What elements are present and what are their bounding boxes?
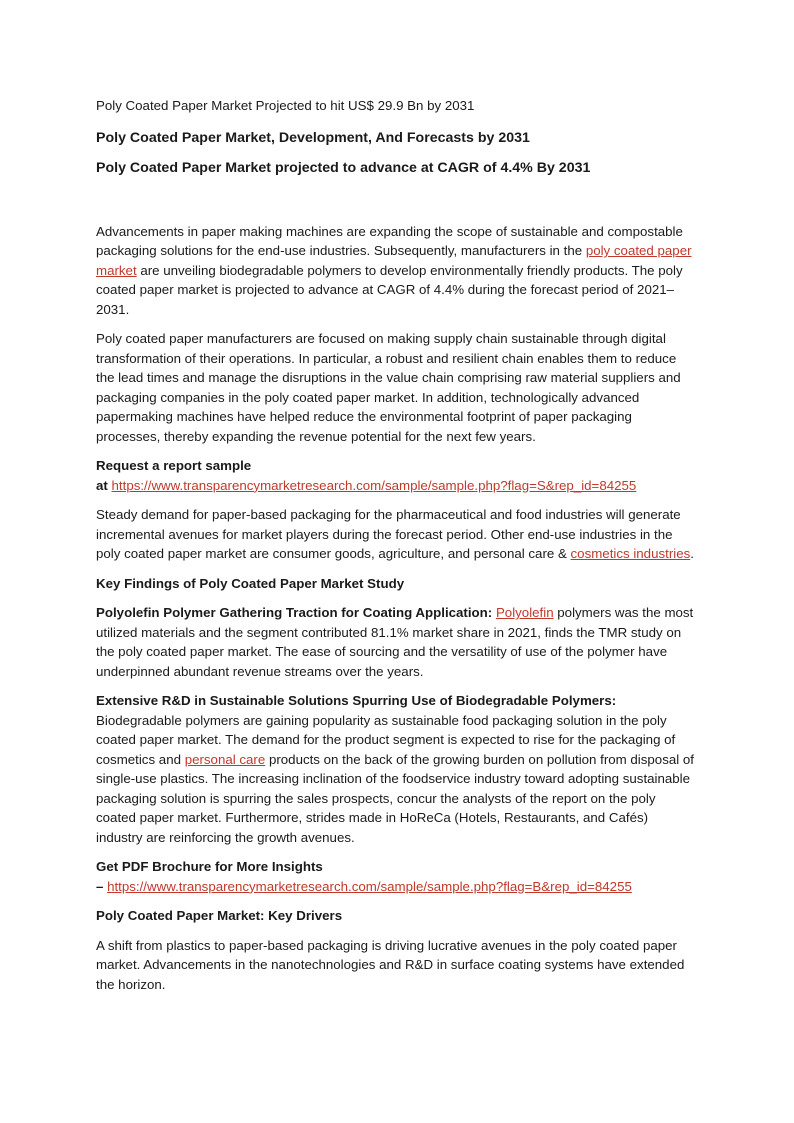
supply-chain-paragraph: Poly coated paper manufacturers are focused on making supply chain sustainable through digital transformation of their operations. In particular, a robust and resilient chain enables them to reduce the lead times and manage the disruptions in the value chain comprising raw material suppliers and packaging companies in the poly coated paper market. In addition, technologically advanced papermaking machines have helped reduce the environmental footprint of paper packaging processes, thereby expanding the revenue potential for the next few years. xyxy=(96,331,681,444)
demand-text-a: Steady demand for paper-based packaging for the pharmaceutical and food industries will generate incremental avenues for market players during the forecast period. Other end-use industries in the poly coated paper market are consumer goods, agriculture, and personal care & xyxy=(96,507,681,561)
sample-request-line xyxy=(96,476,696,496)
polyolefin-text: polymers was the most utilized materials and the segment contributed 81.1% market share in 2021, finds the TMR study on the poly coated paper market. The ease of sourcing and the versatility of use of the polymer have underpinned abundant revenue streams over the years. xyxy=(96,605,694,679)
document-title-line: Poly Coated Paper Market Projected to hit US$ 29.9 Bn by 2031 xyxy=(96,98,475,113)
demand-paragraph xyxy=(96,505,696,564)
biodegradable-text-a: Biodegradable polymers are gaining popularity as sustainable food packaging solution in the poly coated paper market. The demand for the product segment is expected to rise for the packaging of cosmetics and xyxy=(96,712,676,767)
sample-request-heading: Request a report sample xyxy=(96,458,252,473)
key-findings-heading: Key Findings of Poly Coated Paper Market Study xyxy=(96,575,405,591)
poly-coated-paper-market-link[interactable]: poly coated paper market xyxy=(96,243,692,278)
brochure-link[interactable]: https://www.transparencymarketresearch.com/sample/sample.php?flag=B&rep_id=84255 xyxy=(107,878,632,894)
biodegradable-bold-lead: Extensive R&D in Sustainable Solutions Spurring Use of Biodegradable Polymers: xyxy=(96,693,617,708)
sample-request-link[interactable]: https://www.transparencymarketresearch.com/sample/sample.php?flag=S&rep_id=84255 xyxy=(111,477,637,493)
demand-text-b: . xyxy=(690,546,694,561)
intro-text-b: are unveiling biodegradable polymers to develop environmentally friendly products. The poly coated paper market is projected to advance at CAGR of 4.4% during the forecast period of 2021–2031. xyxy=(96,262,683,317)
brochure-block xyxy=(96,857,696,896)
cosmetics-industries-link[interactable]: cosmetics industries xyxy=(570,546,691,561)
document-page xyxy=(96,96,696,1004)
drivers-paragraph: A shift from plastics to paper-based packaging is driving lucrative avenues in the poly coated paper market. Advancements in the nanotechnologies and R&D in surface coating systems have extended the horizon. xyxy=(96,937,685,992)
sample-prefix: at xyxy=(96,477,112,493)
main-heading: Poly Coated Paper Market, Development, And Forecasts by 2031 xyxy=(96,129,530,146)
personal-care-link[interactable]: personal care xyxy=(184,751,266,767)
spacer xyxy=(96,188,696,222)
polyolefin-paragraph xyxy=(96,603,696,681)
polyolefin-link[interactable]: Polyolefin xyxy=(495,605,554,620)
intro-paragraph xyxy=(96,222,696,320)
key-drivers-heading: Poly Coated Paper Market: Key Drivers xyxy=(96,908,343,923)
sub-heading: Poly Coated Paper Market projected to advance at CAGR of 4.4% By 2031 xyxy=(96,159,591,176)
brochure-heading: Get PDF Brochure for More Insights xyxy=(96,859,323,874)
biodegradable-text-b: products on the back of the growing burden on pollution from disposal of single-use plastics. The increasing inclination of the foodservice industry toward adopting sustainable packaging solution is spurring the sales prospects, concur the analysts of the report on the poly coated paper market. Furthermore, strides made in HoReCa (Hotels, Restaurants, and Cafés) industry are reinforcing the growth avenues. xyxy=(96,751,694,845)
brochure-prefix: – xyxy=(96,878,108,894)
intro-text-a: Advancements in paper making machines are expanding the scope of sustainable and compostable packaging solutions for the end-use industries. Subsequently, manufacturers in the xyxy=(96,223,683,258)
brochure-line xyxy=(96,877,696,897)
polyolefin-bold-lead: Polyolefin Polymer Gathering Traction for Coating Application: xyxy=(96,605,493,620)
sample-request-block xyxy=(96,456,696,495)
biodegradable-paragraph xyxy=(96,691,696,847)
